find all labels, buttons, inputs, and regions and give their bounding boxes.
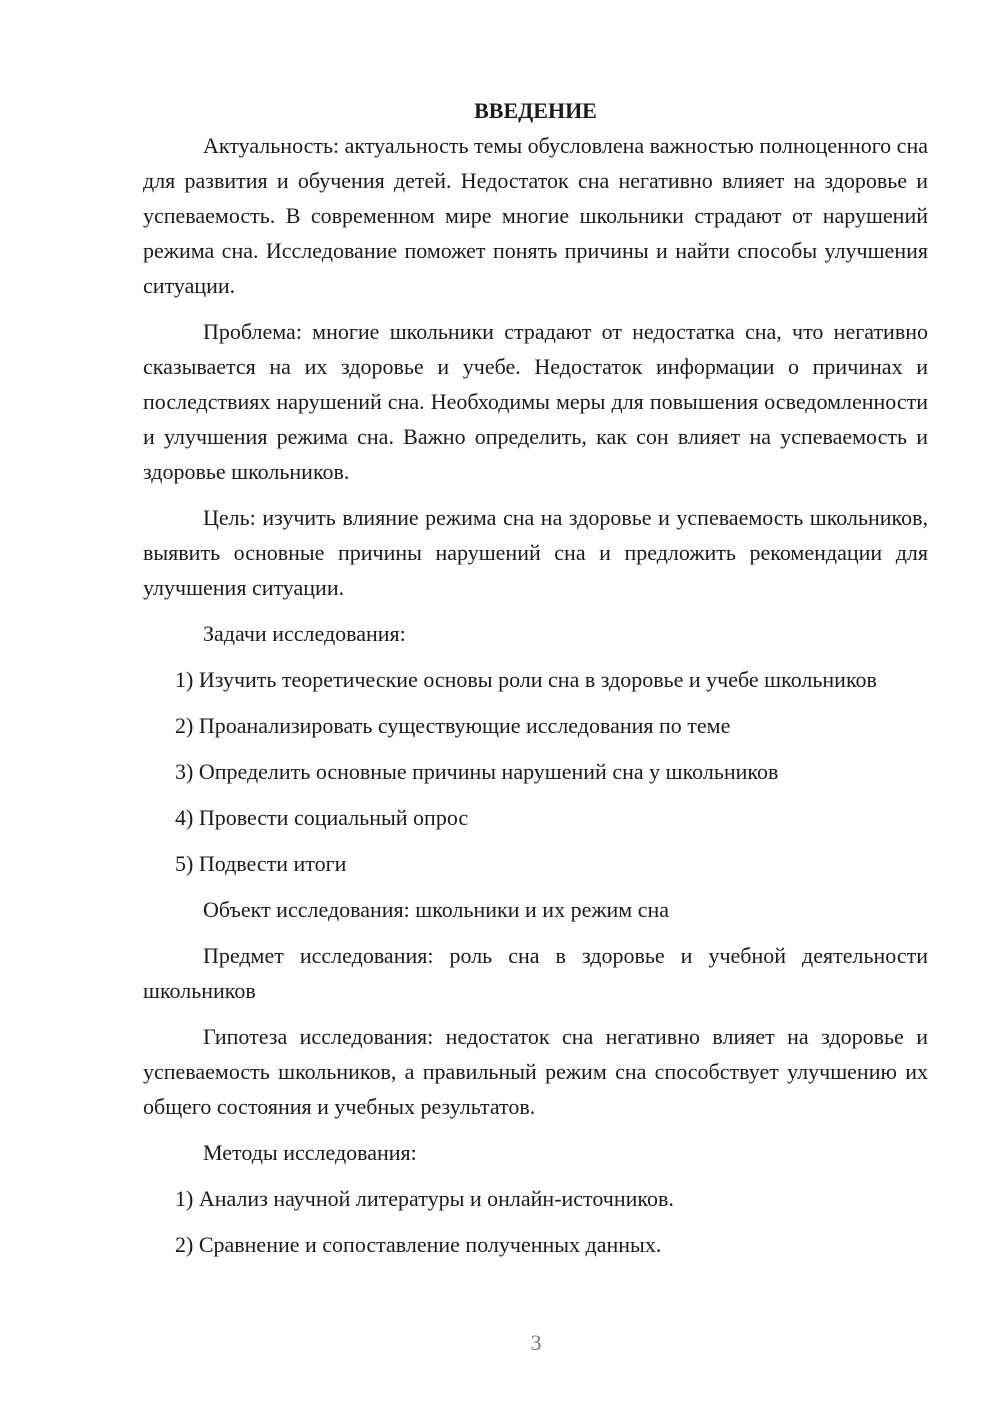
task-item-1: 1) Изучить теоретические основы роли сна в здоровье и учебе школьников (175, 667, 877, 692)
relevance-paragraph: Актуальность: актуальность темы обусловлена важностью полноценного сна для развития и обучения детей. Недостаток сна негативно влияет на здоровье и успеваемость. В современном мире многие школьники страдают от нарушений режима сна. Исследование поможет понять причины и найти способы улучшения ситуации. (143, 133, 928, 298)
object-paragraph: Объект исследования: школьники и их режим сна (203, 897, 670, 922)
problem-paragraph: Проблема: многие школьники страдают от недостатка сна, что негативно сказывается на их здоровье и учебе. Недостаток информации о причинах и последствиях нарушений сна. Необходимы меры для повышения осведомленности и улучшения режима сна. Важно определить, как сон влияет на успеваемость и здоровье школьников. (143, 319, 928, 484)
task-item-2: 2) Проанализировать существующие исследования по теме (175, 713, 731, 738)
page-content (143, 93, 928, 1262)
task-item-5: 5) Подвести итоги (175, 851, 347, 876)
method-item-1: 1) Анализ научной литературы и онлайн-источников. (175, 1186, 674, 1211)
tasks-heading: Задачи исследования: (203, 621, 406, 646)
task-item-4: 4) Провести социальный опрос (175, 805, 469, 830)
hypothesis-paragraph: Гипотеза исследования: недостаток сна негативно влияет на здоровье и успеваемость школьников, а правильный режим сна способствует улучшению их общего состояния и учебных результатов. (143, 1024, 928, 1119)
task-item-3: 3) Определить основные причины нарушений сна у школьников (175, 759, 779, 784)
method-item-2: 2) Сравнение и сопоставление полученных данных. (175, 1232, 662, 1257)
methods-heading: Методы исследования: (203, 1140, 417, 1165)
page-title: ВВЕДЕНИЕ (474, 98, 597, 123)
page-number: 3 (530, 1330, 542, 1355)
goal-paragraph: Цель: изучить влияние режима сна на здоровье и успеваемость школьников, выявить основные причины нарушений сна и предложить рекомендации для улучшения ситуации. (143, 505, 928, 600)
subject-paragraph: Предмет исследования: роль сна в здоровье и учебной деятельности школьников (143, 943, 928, 1003)
